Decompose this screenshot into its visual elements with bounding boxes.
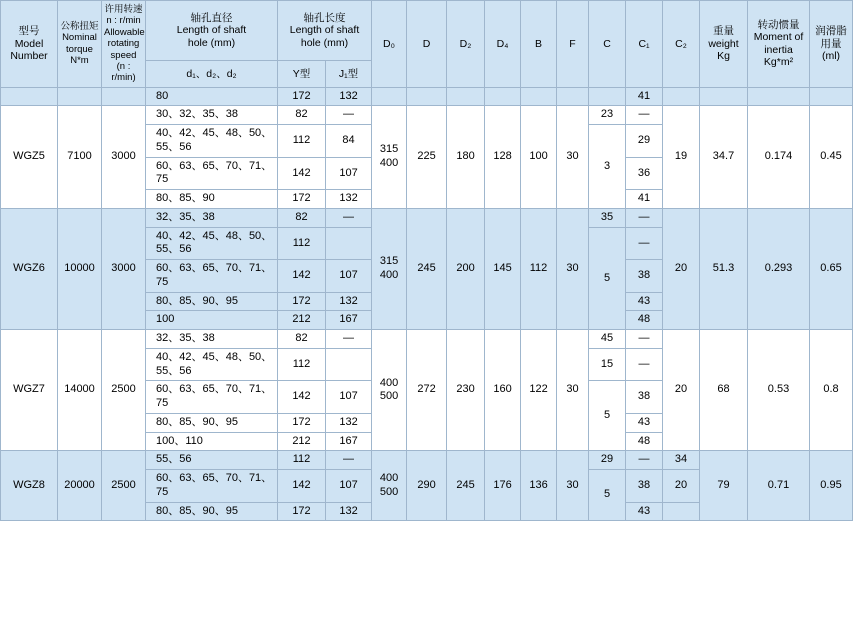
header-bore-length: 轴孔长度 Length of shaft hole (mm) [278, 1, 372, 61]
table-body [1, 87, 853, 521]
cell-length-y: 212 [278, 432, 326, 451]
header-row-1 [1, 1, 853, 61]
cell-torque: 7100 [58, 106, 102, 209]
cell-inertia [748, 87, 810, 106]
header-speed: 许用转速 n : r/min Allowable rotating speed (n : r/min) [102, 1, 146, 88]
cell-D2: 180 [447, 106, 485, 209]
header-length-j: J₁型 [326, 61, 372, 87]
cell-bore: 100 [146, 311, 278, 330]
table-row [1, 451, 853, 470]
cell-C: 5 [589, 227, 626, 330]
cell-D4: 128 [485, 106, 521, 209]
cell-bore: 40、42、45、48、50、55、56 [146, 125, 278, 158]
cell-D4: 176 [485, 451, 521, 521]
cell-C1: 43 [626, 502, 663, 521]
cell-C2: 19 [663, 106, 700, 209]
cell-C [589, 87, 626, 106]
header-C2: C₂ [663, 1, 700, 88]
cell-length-j: 132 [326, 502, 372, 521]
cell-D: 225 [407, 106, 447, 209]
table-row [1, 330, 853, 349]
header-weight: 重量 weight Kg [700, 1, 748, 88]
cell-length-j: 107 [326, 157, 372, 190]
cell-length-j: 132 [326, 87, 372, 106]
cell-length-j: 132 [326, 413, 372, 432]
header-C: C [589, 1, 626, 88]
header-F: F [557, 1, 589, 88]
cell-length-j: — [326, 451, 372, 470]
cell-length-y: 112 [278, 451, 326, 470]
cell-F: 30 [557, 330, 589, 451]
cell-bore: 80、85、90、95 [146, 413, 278, 432]
cell-bore: 40、42、45、48、50、55、56 [146, 227, 278, 260]
cell-model: WGZ6 [1, 208, 58, 329]
cell-C: 23 [589, 106, 626, 125]
cell-bore: 32、35、38 [146, 208, 278, 227]
cell-C1: — [626, 208, 663, 227]
cell-lubricant: 0.95 [810, 451, 853, 521]
cell-torque: 10000 [58, 208, 102, 329]
cell-length-y: 172 [278, 413, 326, 432]
cell-length-y: 112 [278, 348, 326, 381]
cell-B: 100 [521, 106, 557, 209]
cell-D0: 400 500 [372, 330, 407, 451]
cell-C1: 38 [626, 470, 663, 503]
cell-length-j: 84 [326, 125, 372, 158]
cell-C1: — [626, 227, 663, 260]
cell-C: 3 [589, 125, 626, 209]
cell-C1: — [626, 106, 663, 125]
cell-C: 35 [589, 208, 626, 227]
cell-torque [58, 87, 102, 106]
cell-length-j: 167 [326, 432, 372, 451]
cell-bore: 80、85、90、95 [146, 502, 278, 521]
cell-D0: 400 500 [372, 451, 407, 521]
cell-C2: 20 [663, 470, 700, 503]
cell-F [557, 87, 589, 106]
cell-B [521, 87, 557, 106]
cell-bore: 60、63、65、70、71、75 [146, 470, 278, 503]
header-model: 型号 Model Number [1, 1, 58, 88]
cell-B: 122 [521, 330, 557, 451]
cell-bore: 80、85、90 [146, 190, 278, 209]
cell-length-y: 82 [278, 208, 326, 227]
cell-inertia: 0.71 [748, 451, 810, 521]
cell-C: 29 [589, 451, 626, 470]
cell-speed: 3000 [102, 208, 146, 329]
cell-D0: 315 400 [372, 106, 407, 209]
cell-C1: 48 [626, 311, 663, 330]
cell-bore: 60、63、65、70、71、75 [146, 157, 278, 190]
cell-D4 [485, 87, 521, 106]
header-inertia: 转动惯量 Moment of inertia Kg*m² [748, 1, 810, 88]
cell-length-j: — [326, 208, 372, 227]
cell-bore: 55、56 [146, 451, 278, 470]
cell-D2: 245 [447, 451, 485, 521]
cell-length-j: 132 [326, 292, 372, 311]
cell-length-j: 132 [326, 190, 372, 209]
cell-inertia: 0.53 [748, 330, 810, 451]
cell-length-y: 172 [278, 87, 326, 106]
cell-inertia: 0.174 [748, 106, 810, 209]
header-D0: D₀ [372, 1, 407, 88]
cell-length-j: 107 [326, 260, 372, 293]
cell-length-y: 172 [278, 502, 326, 521]
table-row [1, 106, 853, 125]
cell-bore: 32、35、38 [146, 330, 278, 349]
cell-D0 [372, 87, 407, 106]
cell-C: 15 [589, 348, 626, 381]
cell-C2: 20 [663, 330, 700, 451]
cell-F: 30 [557, 451, 589, 521]
header-bore-sub: d₁、d₂、d₂ [146, 61, 278, 87]
cell-bore: 60、63、65、70、71、75 [146, 381, 278, 414]
cell-length-y: 142 [278, 470, 326, 503]
cell-lubricant: 0.65 [810, 208, 853, 329]
cell-weight: 79 [700, 451, 748, 521]
cell-C2-empty [663, 502, 700, 521]
cell-speed: 2500 [102, 330, 146, 451]
cell-weight: 51.3 [700, 208, 748, 329]
header-D4: D₄ [485, 1, 521, 88]
cell-length-y: 172 [278, 292, 326, 311]
cell-D4: 160 [485, 330, 521, 451]
cell-length-y: 82 [278, 330, 326, 349]
header-bore-diameter: 轴孔直径 Length of shaft hole (mm) [146, 1, 278, 61]
header-D2: D₂ [447, 1, 485, 88]
cell-bore: 100、110 [146, 432, 278, 451]
cell-B: 112 [521, 208, 557, 329]
cell-length-y: 112 [278, 125, 326, 158]
cell-inertia: 0.293 [748, 208, 810, 329]
cell-weight [700, 87, 748, 106]
cell-C1: — [626, 348, 663, 381]
cell-C1: 36 [626, 157, 663, 190]
cell-D2: 200 [447, 208, 485, 329]
cell-C1: 48 [626, 432, 663, 451]
table-row [1, 87, 853, 106]
cell-length-j: — [326, 106, 372, 125]
cell-torque: 14000 [58, 330, 102, 451]
cell-length-j [326, 348, 372, 381]
cell-C2: 34 [663, 451, 700, 470]
cell-C1: 41 [626, 190, 663, 209]
cell-speed [102, 87, 146, 106]
cell-model [1, 87, 58, 106]
cell-model: WGZ5 [1, 106, 58, 209]
cell-lubricant [810, 87, 853, 106]
cell-bore: 60、63、65、70、71、75 [146, 260, 278, 293]
header-length-y: Y型 [278, 61, 326, 87]
cell-D0: 315 400 [372, 208, 407, 329]
cell-C1: — [626, 451, 663, 470]
cell-B: 136 [521, 451, 557, 521]
header-lubricant: 润滑脂 用量 (ml) [810, 1, 853, 88]
cell-bore: 80、85、90、95 [146, 292, 278, 311]
cell-speed: 2500 [102, 451, 146, 521]
cell-F: 30 [557, 106, 589, 209]
cell-weight: 68 [700, 330, 748, 451]
cell-length-j: 167 [326, 311, 372, 330]
cell-C1: — [626, 330, 663, 349]
cell-D: 245 [407, 208, 447, 329]
cell-bore: 80 [146, 87, 278, 106]
header-D: D [407, 1, 447, 88]
cell-bore: 40、42、45、48、50、55、56 [146, 348, 278, 381]
cell-C1: 43 [626, 413, 663, 432]
cell-F: 30 [557, 208, 589, 329]
cell-C: 5 [589, 381, 626, 451]
cell-length-y: 212 [278, 311, 326, 330]
cell-lubricant: 0.8 [810, 330, 853, 451]
cell-length-y: 142 [278, 381, 326, 414]
cell-length-j [326, 227, 372, 260]
cell-torque: 20000 [58, 451, 102, 521]
cell-D2 [447, 87, 485, 106]
cell-length-j: 107 [326, 381, 372, 414]
cell-C1: 38 [626, 381, 663, 414]
cell-length-j: — [326, 330, 372, 349]
table-header [1, 1, 853, 88]
table-row [1, 208, 853, 227]
cell-length-y: 172 [278, 190, 326, 209]
cell-C1: 41 [626, 87, 663, 106]
cell-C1: 43 [626, 292, 663, 311]
cell-D2: 230 [447, 330, 485, 451]
cell-D: 272 [407, 330, 447, 451]
cell-model: WGZ7 [1, 330, 58, 451]
cell-length-y: 142 [278, 157, 326, 190]
cell-weight: 34.7 [700, 106, 748, 209]
cell-C2 [663, 87, 700, 106]
cell-length-y: 82 [278, 106, 326, 125]
cell-bore: 30、32、35、38 [146, 106, 278, 125]
header-torque: 公称扭矩 Nominal torque N*m [58, 1, 102, 88]
cell-length-j: 107 [326, 470, 372, 503]
cell-D [407, 87, 447, 106]
cell-length-y: 112 [278, 227, 326, 260]
cell-speed: 3000 [102, 106, 146, 209]
cell-D4: 145 [485, 208, 521, 329]
cell-C1: 38 [626, 260, 663, 293]
cell-C1: 29 [626, 125, 663, 158]
header-C1: C₁ [626, 1, 663, 88]
cell-C: 45 [589, 330, 626, 349]
cell-length-y: 142 [278, 260, 326, 293]
cell-D: 290 [407, 451, 447, 521]
cell-model: WGZ8 [1, 451, 58, 521]
cell-C: 5 [589, 470, 626, 521]
cell-lubricant: 0.45 [810, 106, 853, 209]
cell-C2: 20 [663, 208, 700, 329]
header-B: B [521, 1, 557, 88]
